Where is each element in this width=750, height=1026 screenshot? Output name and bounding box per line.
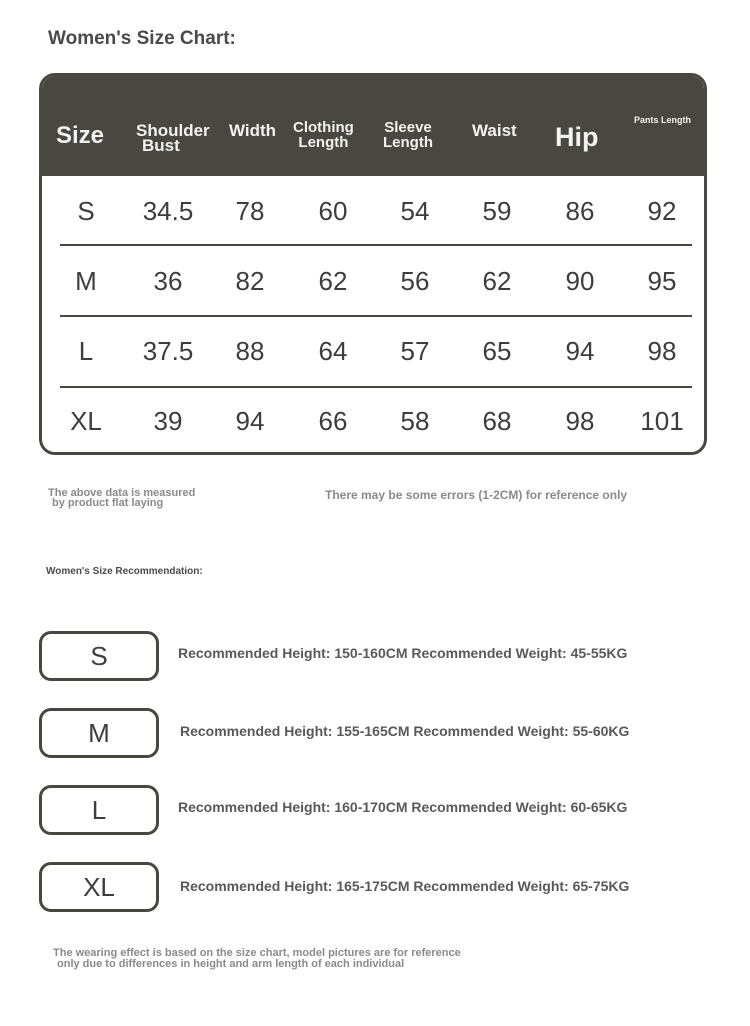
header-shoulder-bust [136,122,210,154]
cell-size: M [75,266,97,296]
cell-clothing-length: 60 [318,196,348,226]
cell-width: 82 [235,266,265,296]
header-clothing-line1: Clothing [293,119,354,136]
cell-pants-length: 95 [647,266,677,296]
header-clothing-length [293,120,354,150]
measurement-note-line1: The above data is measured [48,487,196,499]
cell-hip: 86 [565,196,595,226]
cell-hip: 90 [565,266,595,296]
header-hip: Hip [555,122,599,152]
cell-hip: 98 [565,406,595,436]
header-clothing-line2: Length [298,134,349,151]
header-sleeve-length [383,120,433,150]
cell-bust: 34.5 [142,196,194,226]
size-chart-table [39,73,707,455]
cell-sleeve-length: 57 [400,336,430,366]
cell-waist: 59 [482,196,512,226]
table-header [42,76,704,176]
table-row [42,316,704,386]
header-width: Width [229,121,277,140]
page-title: Women's Size Chart: [48,28,236,49]
table-row [42,386,704,455]
cell-size: S [77,196,95,226]
table-row [42,246,704,316]
cell-bust: 37.5 [142,336,194,366]
header-size: Size [56,122,105,149]
size-pill-m: M [39,708,159,758]
cell-waist: 68 [482,406,512,436]
measurement-note [48,488,195,508]
cell-width: 94 [235,406,265,436]
cell-sleeve-length: 58 [400,406,430,436]
header-sleeve-line2: Length [383,134,433,151]
cell-waist: 62 [482,266,512,296]
table-row [42,176,704,246]
recommendation-title: Women's Size Recommendation: [46,566,203,577]
cell-width: 88 [235,336,265,366]
size-pill-l: L [39,785,159,835]
cell-bust: 36 [153,266,183,296]
header-pants-length: Pants Length [634,115,692,125]
cell-width: 78 [235,196,265,226]
cell-pants-length: 98 [647,336,677,366]
cell-sleeve-length: 56 [400,266,430,296]
header-waist: Waist [472,121,517,140]
footer-note [53,948,461,970]
footer-note-line2: only due to differences in height and arm length of each individual [57,958,405,970]
cell-pants-length: 92 [647,196,677,226]
recommendation-text: Recommended Height: 160-170CM Recommended Weight: 60-65KG [178,799,628,815]
recommendation-text: Recommended Height: 165-175CM Recommended Weight: 65-75KG [180,878,630,894]
cell-size: L [78,336,94,366]
error-note: There may be some errors (1-2CM) for reference only [325,488,628,502]
cell-bust: 39 [153,406,183,436]
cell-size: XL [70,406,102,436]
recommendation-text: Recommended Height: 155-165CM Recommended Weight: 55-60KG [180,723,630,739]
recommendation-text: Recommended Height: 150-160CM Recommended Weight: 45-55KG [178,645,628,661]
measurement-note-line2: by product flat laying [52,497,164,509]
header-shoulder: Shoulder [136,121,210,140]
cell-clothing-length: 66 [318,406,348,436]
cell-sleeve-length: 54 [400,196,430,226]
size-pill-s: S [39,631,159,681]
size-pill-xl: XL [39,862,159,912]
cell-clothing-length: 62 [318,266,348,296]
cell-clothing-length: 64 [318,336,348,366]
footer-note-line1: The wearing effect is based on the size chart, model pictures are for reference [53,947,461,959]
header-sleeve-line1: Sleeve [384,119,432,136]
cell-hip: 94 [565,336,595,366]
cell-pants-length: 101 [640,406,684,436]
header-bust: Bust [142,136,180,155]
cell-waist: 65 [482,336,512,366]
